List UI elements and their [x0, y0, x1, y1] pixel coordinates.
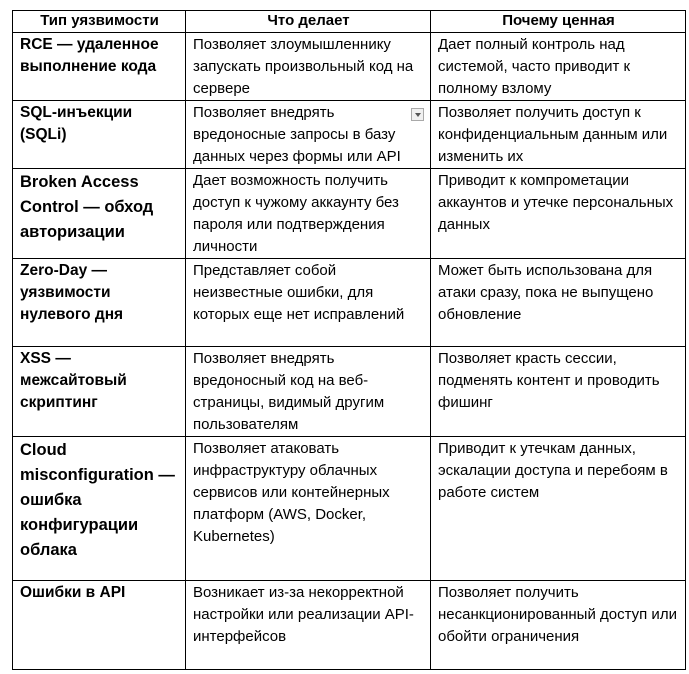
type-cell: RCE — удаленное выполнение кода	[13, 33, 186, 101]
what-cell: Позволяет атаковать инфраструктуру облачных сервисов или контейнерных платформ (AWS, Docker, Kubernetes)	[186, 437, 431, 581]
why-cell: Приводит к компрометации аккаунтов и утечке персональных данных	[431, 169, 686, 259]
why-cell: Может быть использована для атаки сразу, пока не выпущено обновление	[431, 259, 686, 347]
table-row	[13, 169, 686, 259]
header-type: Тип уязвимости	[13, 11, 186, 33]
why-cell: Позволяет красть сессии, подменять контент и проводить фишинг	[431, 347, 686, 437]
what-cell: Дает возможность получить доступ к чужому аккаунту без пароля или подтверждения личности	[186, 169, 431, 259]
type-cell: Zero-Day — уязвимости нулевого дня	[13, 259, 186, 347]
type-cell: XSS — межсайтовый скриптинг	[13, 347, 186, 437]
why-cell: Позволяет получить доступ к конфиденциальным данным или изменить их	[431, 101, 686, 169]
type-cell: SQL-инъекции (SQLi)	[13, 101, 186, 169]
why-cell: Дает полный контроль над системой, часто приводит к полному взлому	[431, 33, 686, 101]
table-row	[13, 101, 686, 169]
table-row	[13, 581, 686, 670]
header-what: Что делает	[186, 11, 431, 33]
table-row	[13, 347, 686, 437]
vulnerability-table	[12, 10, 686, 670]
what-cell-with-dropdown	[186, 101, 431, 169]
table-row	[13, 259, 686, 347]
why-cell: Приводит к утечкам данных, эскалации доступа и перебоям в работе систем	[431, 437, 686, 581]
what-cell: Позволяет внедрять вредоносный код на веб-страницы, видимый другим пользователям	[186, 347, 431, 437]
table-row	[13, 437, 686, 581]
header-why: Почему ценная	[431, 11, 686, 33]
what-cell: Возникает из-за некорректной настройки или реализации API-интерфейсов	[186, 581, 431, 670]
type-cell: Broken Access Control — обход авторизации	[13, 169, 186, 259]
table-header-row	[13, 11, 686, 33]
type-cell: Cloud misconfiguration — ошибка конфигурации облака	[13, 437, 186, 581]
table-row	[13, 33, 686, 101]
what-cell: Представляет собой неизвестные ошибки, для которых еще нет исправлений	[186, 259, 431, 347]
what-cell: Позволяет злоумышленнику запускать произвольный код на сервере	[186, 33, 431, 101]
chevron-down-icon[interactable]	[411, 108, 424, 121]
why-cell: Позволяет получить несанкционированный доступ или обойти ограничения	[431, 581, 686, 670]
what-cell-text: Позволяет внедрять вредоносные запросы в базу данных через формы или API	[193, 104, 401, 165]
type-cell: Ошибки в API	[13, 581, 186, 670]
